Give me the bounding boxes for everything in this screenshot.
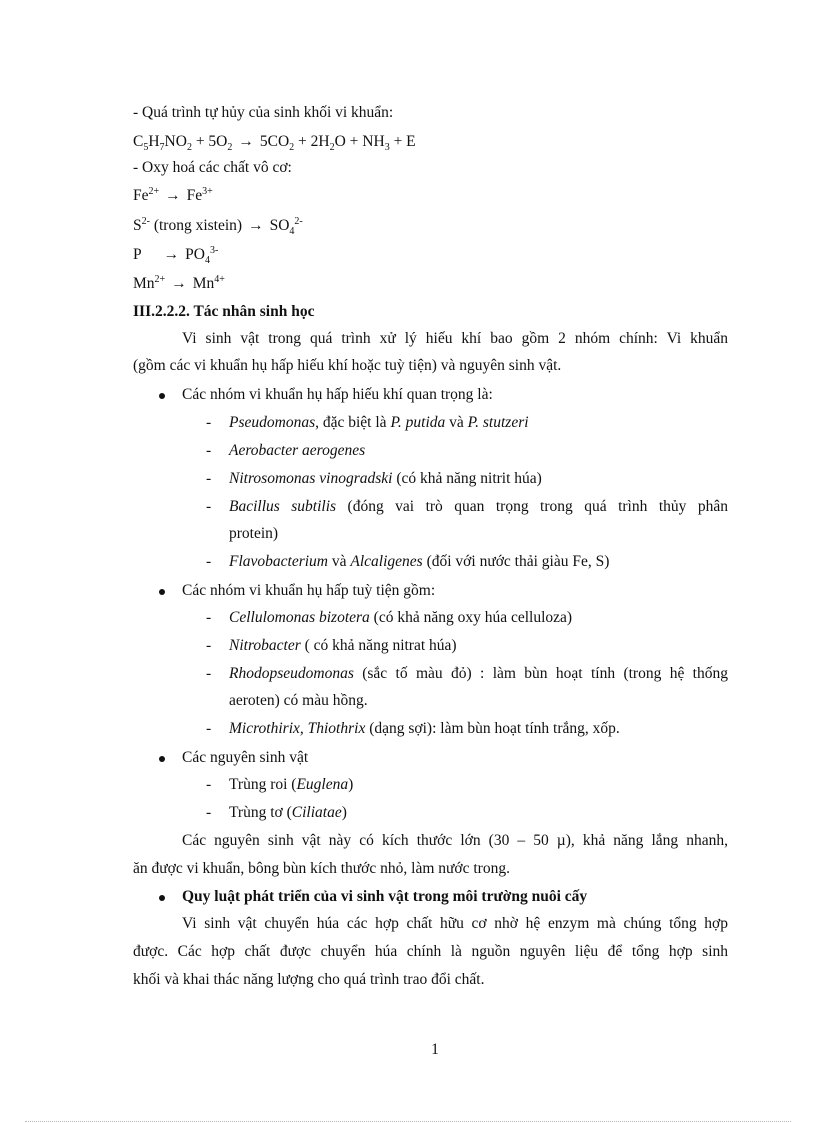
chemical-equation: $Mn^{2+} \to Mn^{4+}$ — [133, 273, 225, 292]
chemical-equation: $Fe^{2+} \to Fe^{3+}$ — [133, 185, 213, 204]
list-item: Bacillus subtilis (đóng vai trò quan trọng trong quá trình thủy phân — [229, 498, 728, 515]
text-line: - Quá trình tự hủy của sinh khối vi khuẩn: — [133, 104, 394, 121]
text-line: - Oxy hoá các chất vô cơ: — [133, 159, 292, 176]
list-item: Nitrobacter ( có khả năng nitrat húa) — [229, 637, 457, 654]
chemical-equation: $S^{2-}$ (trong xistein) → $SO_4^{2-}$ — [133, 215, 303, 238]
bullet-icon — [159, 393, 165, 399]
list-item-continuation: aeroten) có màu hồng. — [229, 692, 368, 709]
chemical-equation: $C_5H_7NO_2 + 5O_2 \to 5CO_2 + 2H_2O + NH_3 + E$ — [133, 133, 416, 154]
paragraph-line: được. Các hợp chất được chuyển húa chính là nguồn nguyên liệu để tổng hợp sinh — [133, 943, 728, 960]
paragraph-line: Vi sinh vật chuyển húa các hợp chất hữu cơ nhờ hệ enzym mà chúng tổng hợp — [182, 915, 728, 932]
arrow-icon: → — [165, 187, 181, 204]
arrow-icon: → — [248, 217, 264, 234]
list-item: Aerobacter aerogenes — [229, 442, 366, 459]
list-item-continuation: protein) — [229, 525, 279, 542]
paragraph-line: khối và khai thác năng lượng cho quá trình trao đổi chất. — [133, 971, 485, 988]
list-item: Cellulomonas bizotera (có khả năng oxy húa celluloza) — [229, 609, 573, 626]
chemical-equation: $P \to PO_4^{3-}$ — [133, 244, 219, 267]
list-heading: Các nhóm vi khuẩn hụ hấp tuỳ tiện gồm: — [182, 582, 436, 599]
bullet-icon — [159, 756, 165, 762]
section-heading: III.2.2.2. Tác nhân sinh học — [133, 303, 315, 320]
list-item: Pseudomonas, đặc biệt là P. putida và P. stutzeri — [229, 414, 529, 431]
document-page: - Quá trình tự hủy của sinh khối vi khuẩn: $C_5H_7NO_2 + 5O_2 \to 5CO_2 + 2H_2O + NH_3 + E$ - Oxy hoá các chất vô cơ: $Fe^{2+} \to Fe^{3+}$ $S^{2-}$ (trong xistein) → $SO_4^{2-}$ $P \to PO_4^{3-}$ $Mn^{2+} \to Mn^{4+}$ III.2.2.2. Tác nhân sinh học Vi sinh vật trong quá trình xử lý hiếu khí bao gồm 2 nhóm chính: Vi khuẩn (gồm các vi khuẩn hụ hấp hiếu khí hoặc tuỳ tiện) và nguyên sinh vật. Các nhóm vi khuẩn hụ hấp hiếu khí quan trọng là: - Pseudomonas, đặc biệt là P. putida và P. stutzeri - Aerobacter aerogenes - Nitrosomonas vinogradski (có khả năng nitrit húa) - Bacillus subtilis (đóng vai trò quan trọng trong quá trình thủy phân protein) - Flavobacterium và Alcaligenes (đối với nước thải giàu Fe, S) Các nhóm vi khuẩn hụ hấp tuỳ tiện gồm: - Cellulomonas bizotera (có khả năng oxy húa celluloza) - Nitrobacter ( có khả năng nitrat húa) - Rhodopseudomonas (sắc tố màu đỏ) : làm bùn hoạt tính (trong hệ thống aeroten) có màu hồng. - Microthirix, Thiothrix (dạng sợi): làm bùn hoạt tính trắng, xốp. Các nguyên sinh vật - Trùng roi (Euglena) - Trùng tơ (Ciliatae) Các nguyên sinh vật này có kích thước lớn (30 – 50 µ), khả năng lắng nhanh, ăn được vi khuẩn, bông bùn kích thước nhỏ, làm nước trong. Quy luật phát triển của vi sinh vật trong môi trường nuôi cấy Vi sinh vật chuyển húa các hợp chất hữu cơ nhờ hệ enzym mà chúng tổng hợp được. Các hợp chất được chuyển húa chính là nguồn nguyên liệu để tổng hợp sinh khối và khai thác năng lượng cho quá trình trao đổi chất. 1 — [0, 0, 816, 1123]
arrow-icon: → — [171, 275, 187, 292]
paragraph-line: Các nguyên sinh vật này có kích thước lớn (30 – 50 µ), khả năng lắng nhanh, — [182, 832, 728, 849]
list-item: Trùng roi (Euglena) — [229, 776, 354, 793]
arrow-icon: → — [163, 246, 180, 263]
paragraph-line: (gồm các vi khuẩn hụ hấp hiếu khí hoặc tuỳ tiện) và nguyên sinh vật. — [133, 357, 562, 374]
list-item: Flavobacterium và Alcaligenes (đối với nước thải giàu Fe, S) — [229, 553, 610, 570]
paragraph-line: ăn được vi khuẩn, bông bùn kích thước nhỏ, làm nước trong. — [133, 860, 510, 877]
bullet-icon — [159, 895, 165, 901]
list-item: Microthirix, Thiothrix (dạng sợi): làm bùn hoạt tính trắng, xốp. — [229, 720, 620, 737]
list-item: Trùng tơ (Ciliatae) — [229, 804, 347, 821]
bullet-icon — [159, 589, 165, 595]
list-heading: Các nguyên sinh vật — [182, 749, 309, 766]
section-heading: Quy luật phát triển của vi sinh vật trong môi trường nuôi cấy — [182, 888, 588, 905]
page-bottom-divider — [25, 1121, 791, 1122]
list-heading: Các nhóm vi khuẩn hụ hấp hiếu khí quan trọng là: — [182, 386, 493, 403]
list-item: Nitrosomonas vinogradski (có khả năng nitrit húa) — [229, 470, 542, 487]
list-item: Rhodopseudomonas (sắc tố màu đỏ) : làm bùn hoạt tính (trong hệ thống — [229, 665, 728, 682]
arrow-icon: → — [238, 133, 254, 150]
paragraph-line: Vi sinh vật trong quá trình xử lý hiếu khí bao gồm 2 nhóm chính: Vi khuẩn — [182, 330, 728, 347]
page-number: 1 — [431, 1041, 439, 1058]
